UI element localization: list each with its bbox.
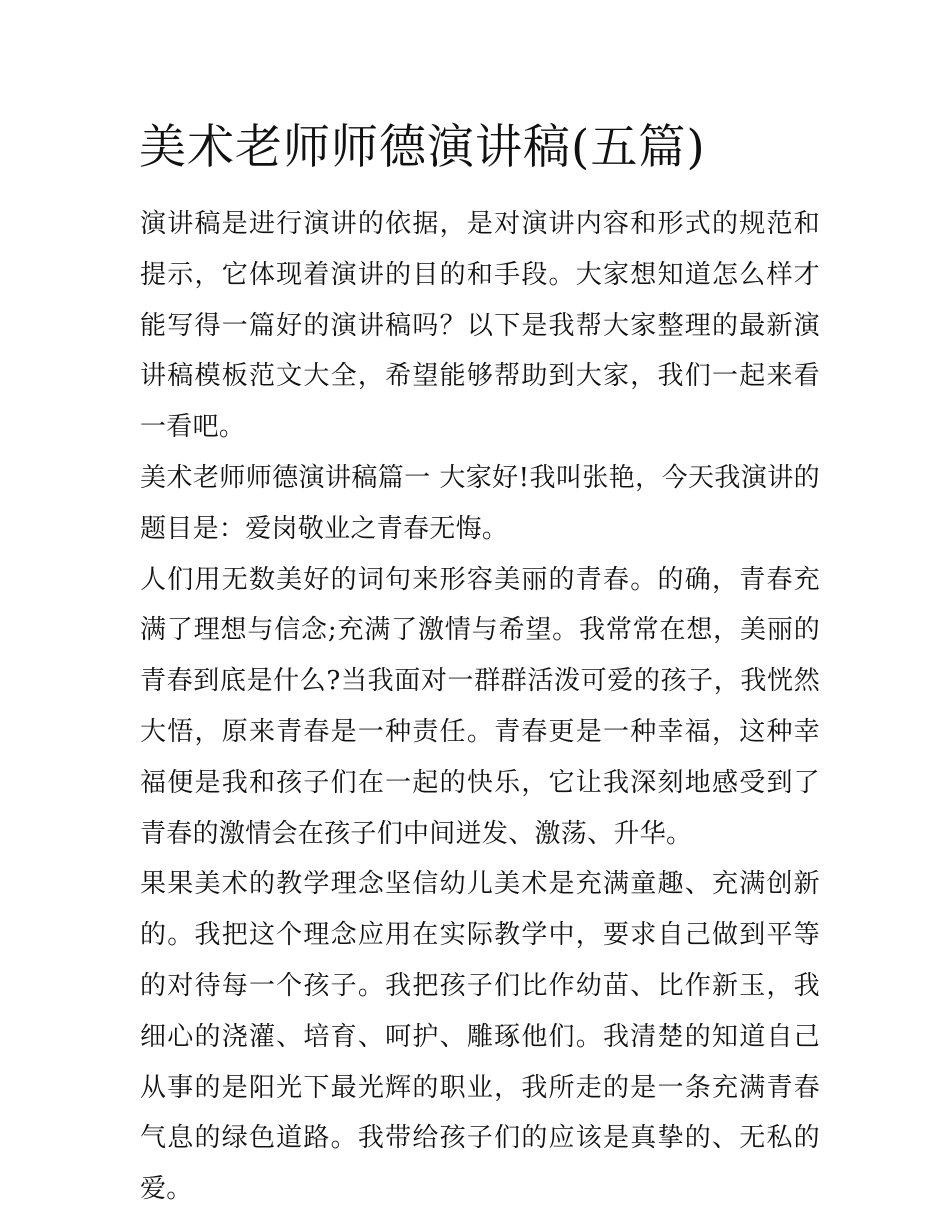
document-title: 美术老师师德演讲稿(五篇) xyxy=(139,120,706,175)
paragraph-teaching-philosophy: 果果美术的教学理念坚信幼儿美术是充满童趣、充满创新的。我把这个理念应用在实际教学中，要求自己做到平等的对待每一个孩子。我把孩子们比作幼苗、比作新玉，我细心的浇灌、培育、呵护、雕琢他们。我清楚的知道自己从事的是阳光下最光辉的职业，我所走的是一条充满青春气息的绿色道路。我带给孩子们的应该是真挚的、无私的爱。 xyxy=(140,869,820,1205)
paragraph-speech-opening: 美术老师师德演讲稿篇一 大家好!我叫张艳，今天我演讲的题目是：爱岗敬业之青春无悔。 xyxy=(140,462,820,544)
paragraph-intro: 演讲稿是进行演讲的依据，是对演讲内容和形式的规范和提示，它体现着演讲的目的和手段。大家想知道怎么样才能写得一篇好的演讲稿吗？以下是我帮大家整理的最新演讲稿模板范文大全，希望能够帮助到大家，我们一起来看一看吧。 xyxy=(140,209,820,443)
paragraph-youth: 人们用无数美好的词句来形容美丽的青春。的确，青春充满了理想与信念;充满了激情与希望。我常常在想，美丽的青春到底是什么?当我面对一群群活泼可爱的孩子，我恍然大悟，原来青春是一种责任。青春更是一种幸福，这种幸福便是我和孩子们在一起的快乐，它让我深刻地感受到了青春的激情会在孩子们中间迸发、激荡、升华。 xyxy=(140,564,820,849)
document-body xyxy=(140,199,820,1215)
